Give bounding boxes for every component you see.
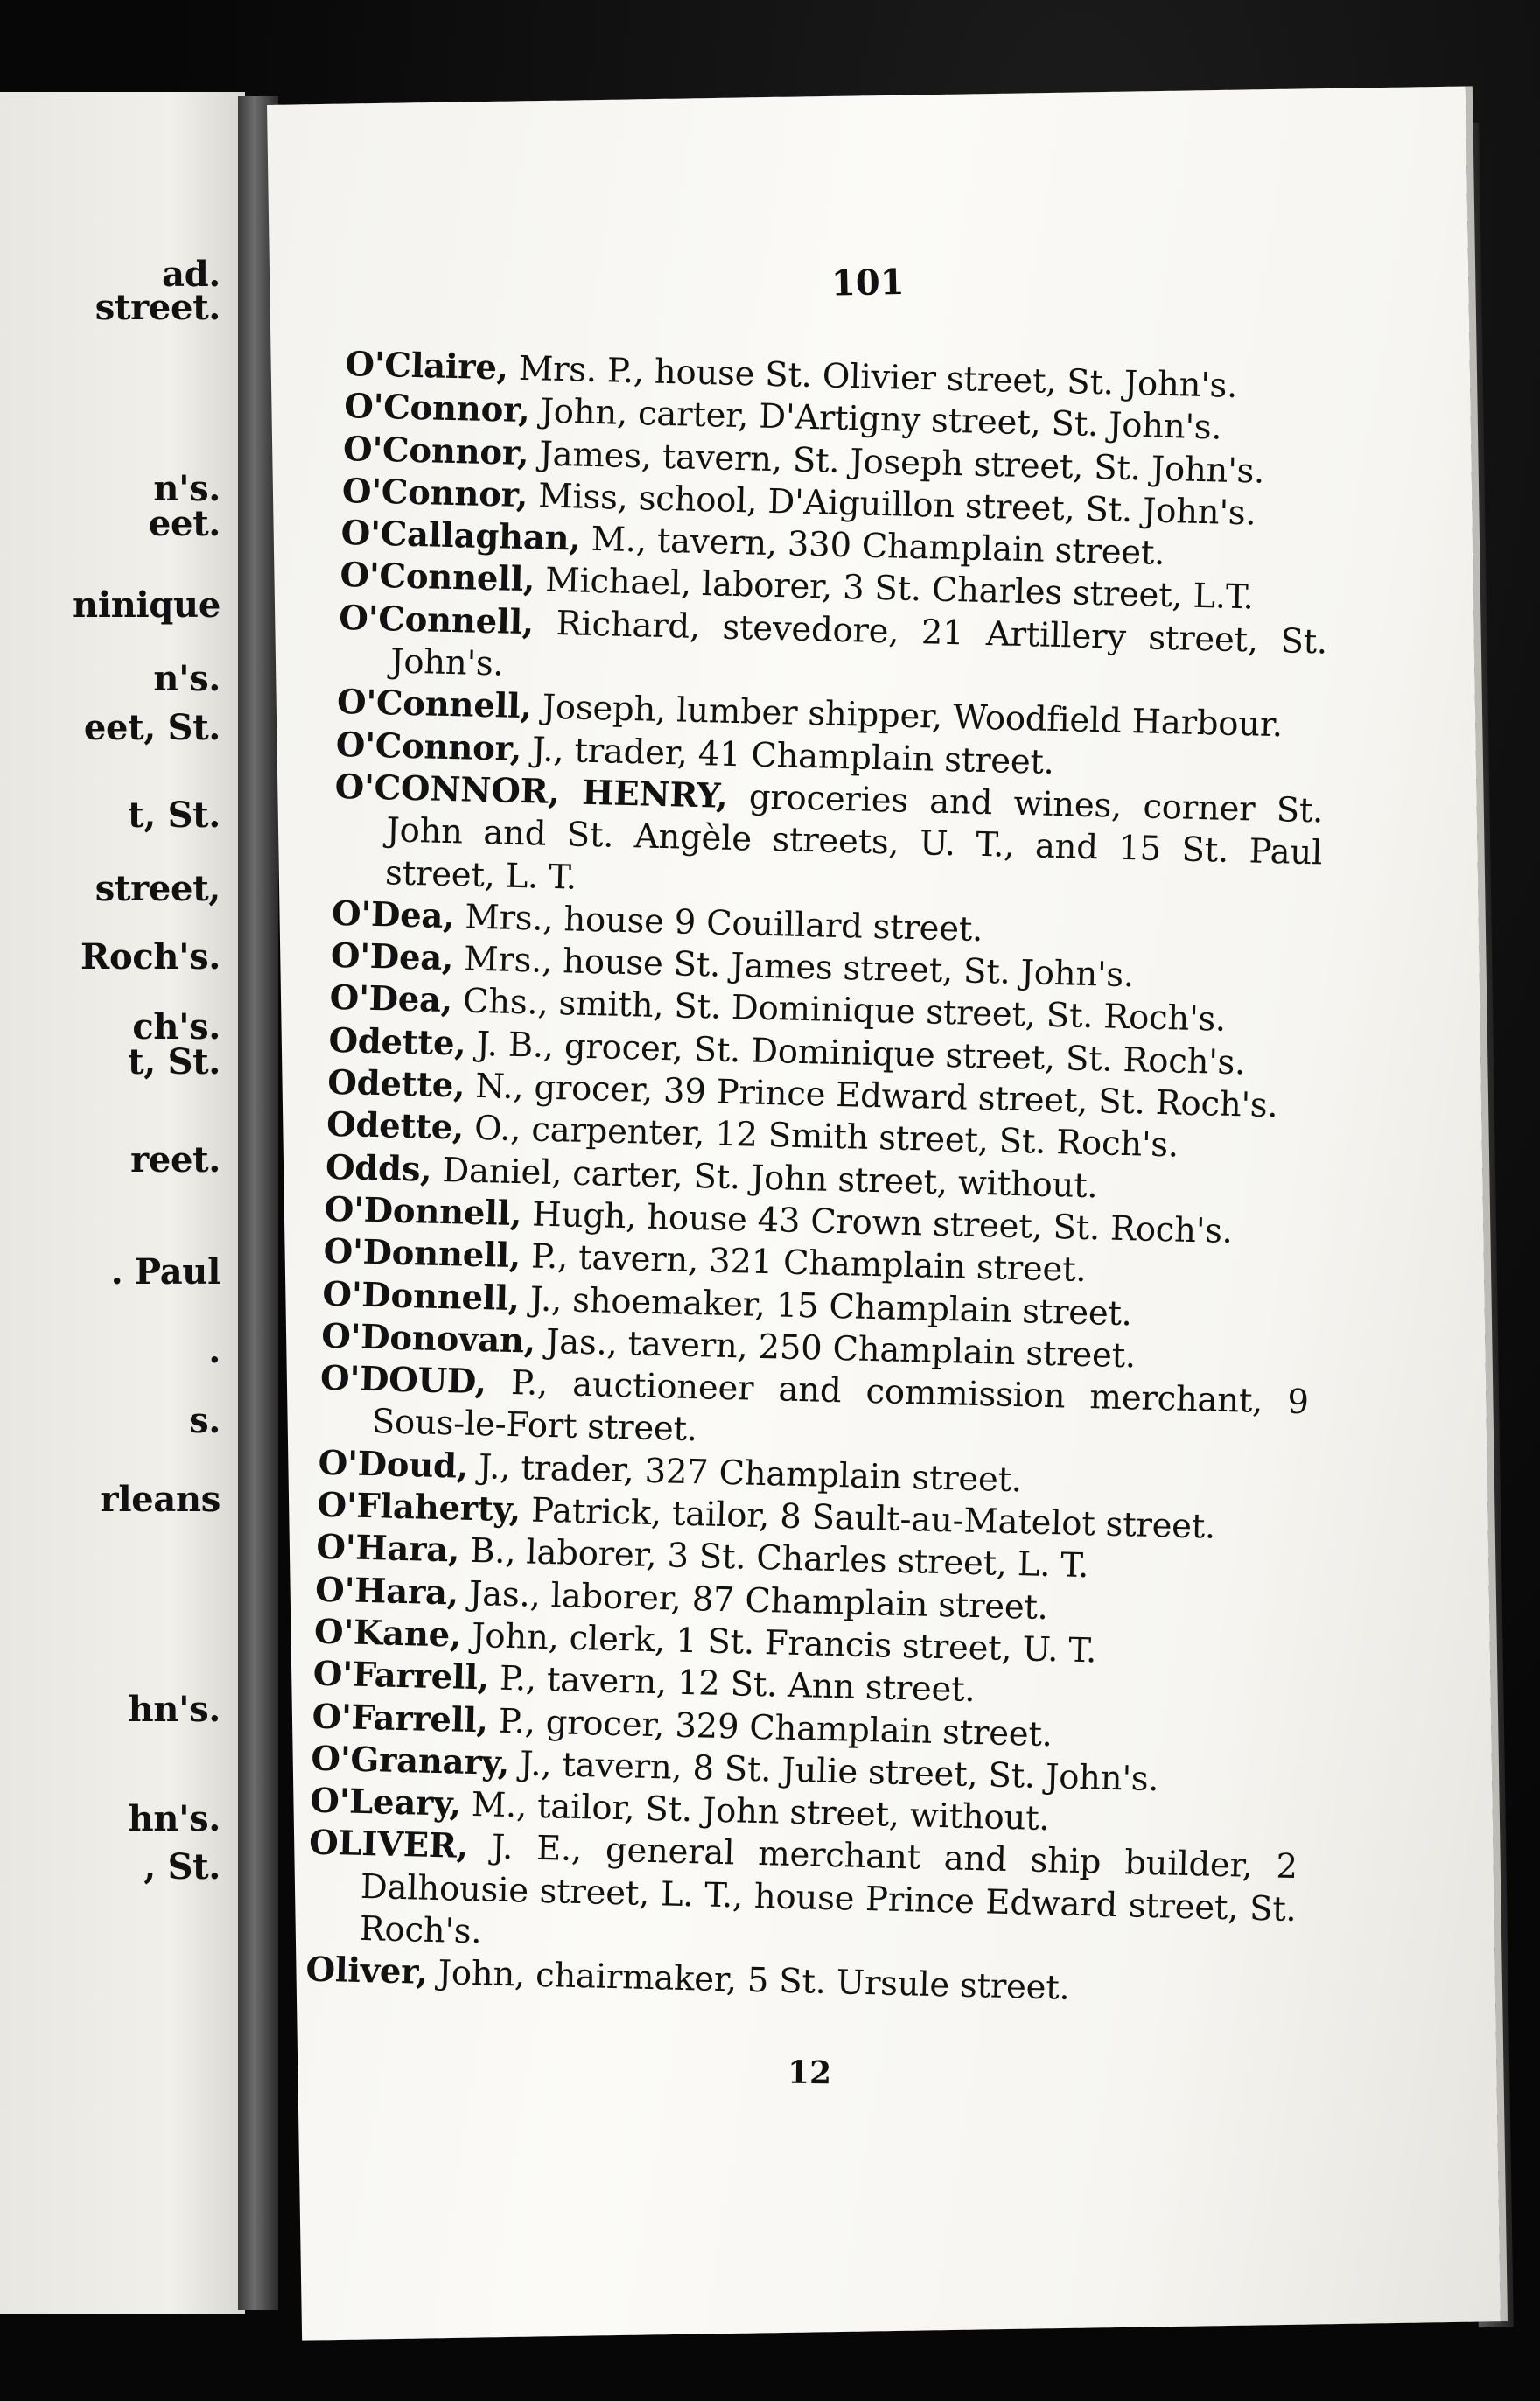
entry-name: Odds, xyxy=(325,1147,432,1190)
entry-name: O'Dea, xyxy=(330,935,454,979)
entry-details: J., tavern, 8 St. Julie street, St. John's. xyxy=(508,1743,1159,1799)
entry-details: John, carter, D'Artigny street, St. John's. xyxy=(529,391,1222,448)
entry-name: O'Callaghan, xyxy=(340,514,582,559)
entry-name: O'CONNOR, HENRY, xyxy=(334,766,729,816)
left-page-fragments xyxy=(0,92,245,2314)
entry-name: O'Hara, xyxy=(315,1527,460,1571)
entry-details: John, clerk, 1 St. Francis street, U. T. xyxy=(460,1615,1097,1671)
entry-name: O'Hara, xyxy=(314,1570,459,1614)
entry-name: O'Farrell, xyxy=(312,1697,489,1740)
entry-details: Jas., laborer, 87 Champlain street. xyxy=(458,1573,1049,1628)
left-page-fragment: reet. xyxy=(130,1139,220,1180)
entry-details: J. E., general merchant and ship builder, 2 Dalhousie street, L. T., house Prince Edward street, St. Roch's. xyxy=(359,1827,1298,1952)
left-page-fragment: t, St. xyxy=(128,1041,220,1082)
entry-details: O., carpenter, 12 Smith street, St. Roch's. xyxy=(463,1108,1180,1166)
entry-details: J., trader, 327 Champlain street. xyxy=(467,1446,1023,1500)
left-page-fragment: n's. xyxy=(153,468,220,509)
entry-name: O'Connell, xyxy=(338,598,535,643)
entry-name: O'Leary, xyxy=(309,1781,462,1824)
directory-entry xyxy=(306,1823,1298,1973)
entry-name: Odette, xyxy=(326,1062,466,1106)
entry-name: O'Flaherty, xyxy=(317,1485,522,1530)
left-page-fragment: Roch's. xyxy=(80,936,220,977)
entry-details: P., tavern, 12 St. Ann street. xyxy=(488,1658,976,1711)
entry-name: O'Doud, xyxy=(318,1443,469,1487)
entry-name: Oliver, xyxy=(305,1950,429,1993)
directory-entry xyxy=(332,766,1324,917)
directory-entries xyxy=(305,344,1334,2016)
left-page-fragment: rleans xyxy=(100,1479,220,1520)
entry-details: Jas., tavern, 250 Champlain street. xyxy=(535,1321,1137,1376)
entry-name: O'Dea, xyxy=(331,893,455,937)
left-page-fragment: ch's. xyxy=(132,1006,220,1047)
left-page-fragment: eet, St. xyxy=(83,707,220,748)
left-page-fragment: ad. xyxy=(162,254,220,295)
entry-details: James, tavern, St. Joseph street, St. John's. xyxy=(528,433,1265,492)
entry-details: M., tavern, 330 Champlain street. xyxy=(580,519,1166,574)
left-facing-page xyxy=(0,92,245,2314)
entry-details: Mrs., house 9 Couillard street. xyxy=(453,897,984,949)
entry-name: O'DOUD, xyxy=(319,1358,487,1403)
entry-details: John, chairmaker, 5 St. Ursule street. xyxy=(427,1953,1071,2009)
entry-name: O'Dea, xyxy=(329,978,453,1021)
entry-name: O'Farrell, xyxy=(312,1654,490,1698)
entry-details: B., laborer, 3 St. Charles street, L. T. xyxy=(458,1530,1089,1586)
entry-details: P., grocer, 329 Champlain street. xyxy=(487,1700,1054,1754)
left-page-fragment: hn's. xyxy=(128,1689,220,1730)
entry-name: O'Donnell, xyxy=(323,1231,522,1277)
entry-details: Miss, school, D'Aiguillon street, St. John's. xyxy=(527,476,1256,534)
entry-details: P., tavern, 321 Champlain street. xyxy=(520,1236,1087,1291)
entry-name: O'Connell, xyxy=(339,556,536,600)
entry-name: Odette, xyxy=(327,1020,467,1064)
entry-details: Hugh, house 43 Crown street, St. Roch's. xyxy=(521,1194,1234,1252)
entry-details: Michael, laborer, 3 St. Charles street, L.T. xyxy=(534,560,1255,618)
left-page-fragment: n's. xyxy=(153,658,220,699)
entry-details: Joseph, lumber shipper, Woodfield Harbour. xyxy=(531,687,1284,746)
entry-name: O'Kane, xyxy=(313,1612,462,1656)
left-page-fragment: . Paul xyxy=(110,1251,220,1292)
entry-name: O'Connor, xyxy=(341,471,528,516)
left-page-fragment: t, St. xyxy=(128,794,220,836)
entry-name: OLIVER, xyxy=(308,1823,469,1867)
entry-name: O'Donovan, xyxy=(320,1316,536,1362)
left-page-fragment: hn's. xyxy=(128,1798,220,1839)
entry-details: Chs., smith, St. Dominique street, St. Roch's. xyxy=(452,981,1227,1040)
entry-details: Daniel, carter, St. John street, without. xyxy=(430,1150,1099,1206)
page-number: 101 xyxy=(830,261,905,304)
entry-name: O'Connor, xyxy=(343,387,531,431)
entry-details: groceries and wines, corner St. John and St. Angèle streets, U. T., and 15 St. Paul street, L. T. xyxy=(384,776,1324,898)
entry-name: O'Connor, xyxy=(342,429,529,473)
entry-name: O'Granary, xyxy=(310,1739,510,1783)
entry-details: M., tailor, St. John street, without. xyxy=(460,1784,1051,1839)
entry-details: Mrs. P., house St. Olivier street, St. John's. xyxy=(508,348,1238,406)
entry-details: J., shoemaker, 15 Champlain street. xyxy=(519,1278,1133,1334)
left-page-fragment: eet. xyxy=(148,503,220,544)
entry-details: J., trader, 41 Champlain street. xyxy=(521,729,1055,782)
entry-name: Odette, xyxy=(326,1105,465,1148)
entry-details: P., auctioneer and commission merchant, 9 Sous-le-Fort street. xyxy=(371,1362,1310,1450)
signature-mark: 12 xyxy=(787,2054,832,2092)
left-page-fragment: ninique xyxy=(73,584,220,626)
entry-name: O'Connell, xyxy=(336,682,533,727)
entry-name: O'Donnell, xyxy=(324,1189,522,1235)
left-page-fragment: street. xyxy=(94,287,220,328)
entry-details: Richard, stevedore, 21 Artillery street, St. John's. xyxy=(389,603,1328,684)
left-page-fragment: , St. xyxy=(144,1846,220,1887)
entry-details: J. B., grocer, St. Dominique street, St. Roch's. xyxy=(465,1024,1246,1083)
left-page-fragment: . xyxy=(208,1330,220,1371)
entry-details: Mrs., house St. James street, St. John's. xyxy=(452,939,1135,996)
entry-details: N., grocer, 39 Prince Edward street, St. Roch's. xyxy=(464,1066,1278,1126)
entry-name: O'Claire, xyxy=(344,344,509,388)
entry-name: O'Connor, xyxy=(335,724,522,769)
entry-name: O'Donnell, xyxy=(321,1274,521,1319)
left-page-fragment: street, xyxy=(94,868,220,909)
left-page-fragment: s. xyxy=(189,1400,220,1441)
entry-details: Patrick, tailor, 8 Sault-au-Matelot street. xyxy=(520,1490,1216,1547)
